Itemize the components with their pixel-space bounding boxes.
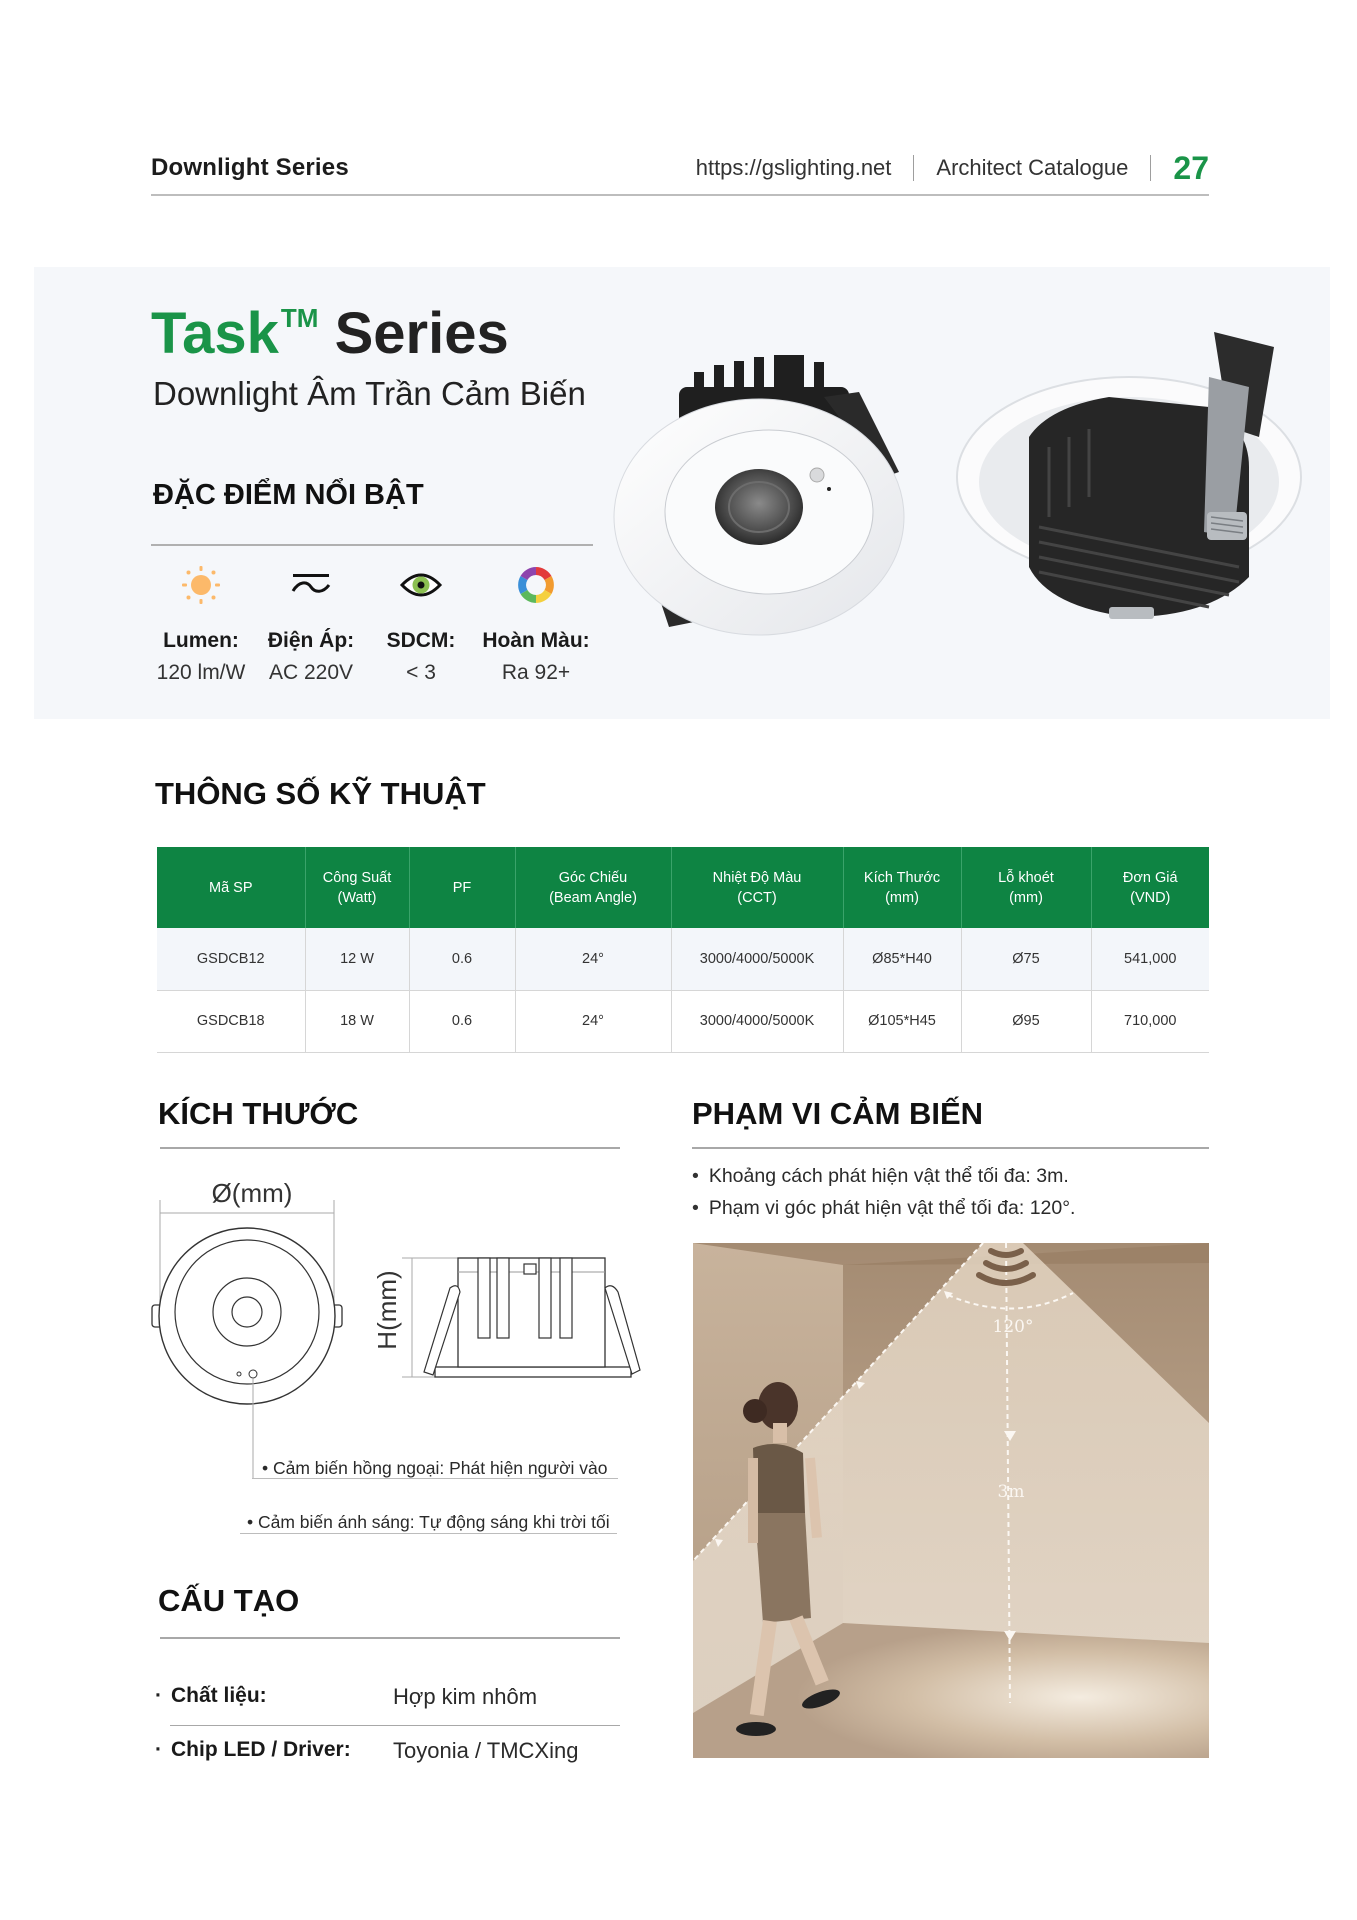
height-label: H(mm) (372, 1270, 402, 1350)
page-number: 27 (1173, 149, 1209, 186)
feature-value: < 3 (406, 661, 436, 684)
features-heading: ĐẶC ĐIỂM NỔI BẬT (153, 479, 424, 511)
construction-divider (160, 1637, 620, 1639)
row-divider (170, 1725, 620, 1726)
sensor-range-list (692, 1160, 1075, 1224)
feature-label: Hoàn Màu: (482, 629, 590, 652)
cell-size: Ø105*H45 (843, 990, 961, 1052)
trademark-symbol: TM (280, 303, 319, 333)
product-subtitle: Downlight Âm Trần Cảm Biến (153, 375, 586, 412)
table-row (157, 928, 1209, 990)
cell-price: 710,000 (1091, 990, 1209, 1052)
table-header-row (157, 847, 1209, 928)
feature-cri (471, 563, 601, 685)
column-header: Lỗ khoét (mm) (961, 847, 1091, 928)
column-header: Đơn Giá (VND) (1091, 847, 1209, 928)
column-header: Nhiệt Độ Màu (CCT) (671, 847, 843, 928)
ac-voltage-icon (289, 563, 333, 607)
dimension-drawing (140, 1160, 660, 1560)
dimensions-heading: KÍCH THƯỚC (158, 1096, 359, 1131)
cell-beam-angle: 24° (515, 990, 671, 1052)
cell-model: GSDCB12 (157, 928, 305, 990)
feature-label: Lumen: (163, 629, 239, 652)
header-divider (913, 155, 914, 181)
cell-size: Ø85*H40 (843, 928, 961, 990)
callout-underline (252, 1478, 618, 1479)
construction-key: Chip LED / Driver: (171, 1738, 351, 1761)
construction-row-material (155, 1684, 620, 1724)
hero-panel (34, 267, 1330, 719)
cell-price: 541,000 (1091, 928, 1209, 990)
eye-icon (399, 563, 443, 607)
feature-voltage (251, 563, 371, 685)
table-row (157, 990, 1209, 1052)
sensor-range-illustration (693, 1243, 1209, 1758)
cell-cutout: Ø95 (961, 990, 1091, 1052)
header-divider (1150, 155, 1151, 181)
column-header: Góc Chiếu (Beam Angle) (515, 847, 671, 928)
ir-sensor-callout: • Cảm biến hồng ngoại: Phát hiện người vào (262, 1458, 608, 1478)
cell-cct: 3000/4000/5000K (671, 990, 843, 1052)
website-link[interactable]: https://gslighting.net (695, 155, 892, 180)
sensor-range-divider (692, 1147, 1209, 1149)
construction-value: Hợp kim nhôm (393, 1684, 538, 1709)
feature-value: Ra 92+ (501, 661, 571, 684)
catalogue-name: Architect Catalogue (936, 155, 1129, 180)
product-title (151, 300, 509, 367)
series-word: Series (334, 301, 509, 366)
features-divider (151, 544, 593, 546)
spec-table (157, 847, 1209, 1053)
list-item: • Phạm vi góc phát hiện vật thể tối đa: 120°. (692, 1192, 1075, 1224)
bullet: · (155, 1684, 162, 1707)
header-meta (696, 148, 1209, 188)
cell-beam-angle: 24° (515, 928, 671, 990)
brand-name: Task (151, 301, 279, 366)
color-wheel-icon (514, 563, 558, 607)
cell-pf: 0.6 (409, 990, 515, 1052)
construction-value: Toyonia / TMCXing (393, 1738, 579, 1763)
feature-sdcm (371, 563, 471, 685)
feature-list (151, 563, 601, 685)
construction-row-chip (155, 1738, 620, 1778)
product-photo (609, 317, 1309, 662)
list-item: • Khoảng cách phát hiện vật thể tối đa: 3m. (692, 1160, 1075, 1192)
construction-key: Chất liệu: (171, 1684, 267, 1707)
dimensions-divider (160, 1147, 620, 1149)
diameter-label: Ø(mm) (211, 1178, 293, 1208)
column-header: Kích Thước (mm) (843, 847, 961, 928)
feature-value: AC 220V (268, 661, 354, 684)
cell-model: GSDCB18 (157, 990, 305, 1052)
bullet: · (155, 1738, 162, 1761)
column-header: Mã SP (157, 847, 305, 928)
feature-value: 120 lm/W (156, 661, 246, 684)
feature-label: Điện Áp: (267, 629, 355, 652)
page-header (151, 148, 1209, 196)
construction-heading: CẤU TẠO (158, 1583, 300, 1618)
cell-pf: 0.6 (409, 928, 515, 990)
cell-power: 12 W (305, 928, 409, 990)
angle-label: 120° (992, 1317, 1034, 1337)
cell-cct: 3000/4000/5000K (671, 928, 843, 990)
light-sensor-callout: • Cảm biến ánh sáng: Tự động sáng khi trời tối (247, 1512, 610, 1532)
column-header: PF (409, 847, 515, 928)
distance-label: 3m (997, 1482, 1025, 1502)
specs-heading: THÔNG SỐ KỸ THUẬT (155, 776, 486, 811)
cell-power: 18 W (305, 990, 409, 1052)
sensor-range-heading: PHẠM VI CẢM BIẾN (692, 1096, 984, 1131)
feature-label: SDCM: (386, 629, 456, 652)
feature-lumen (151, 563, 251, 685)
sun-icon (179, 563, 223, 607)
column-header: Công Suất (Watt) (305, 847, 409, 928)
series-title: Downlight Series (151, 154, 349, 181)
cell-cutout: Ø75 (961, 928, 1091, 990)
callout-underline (240, 1533, 617, 1534)
